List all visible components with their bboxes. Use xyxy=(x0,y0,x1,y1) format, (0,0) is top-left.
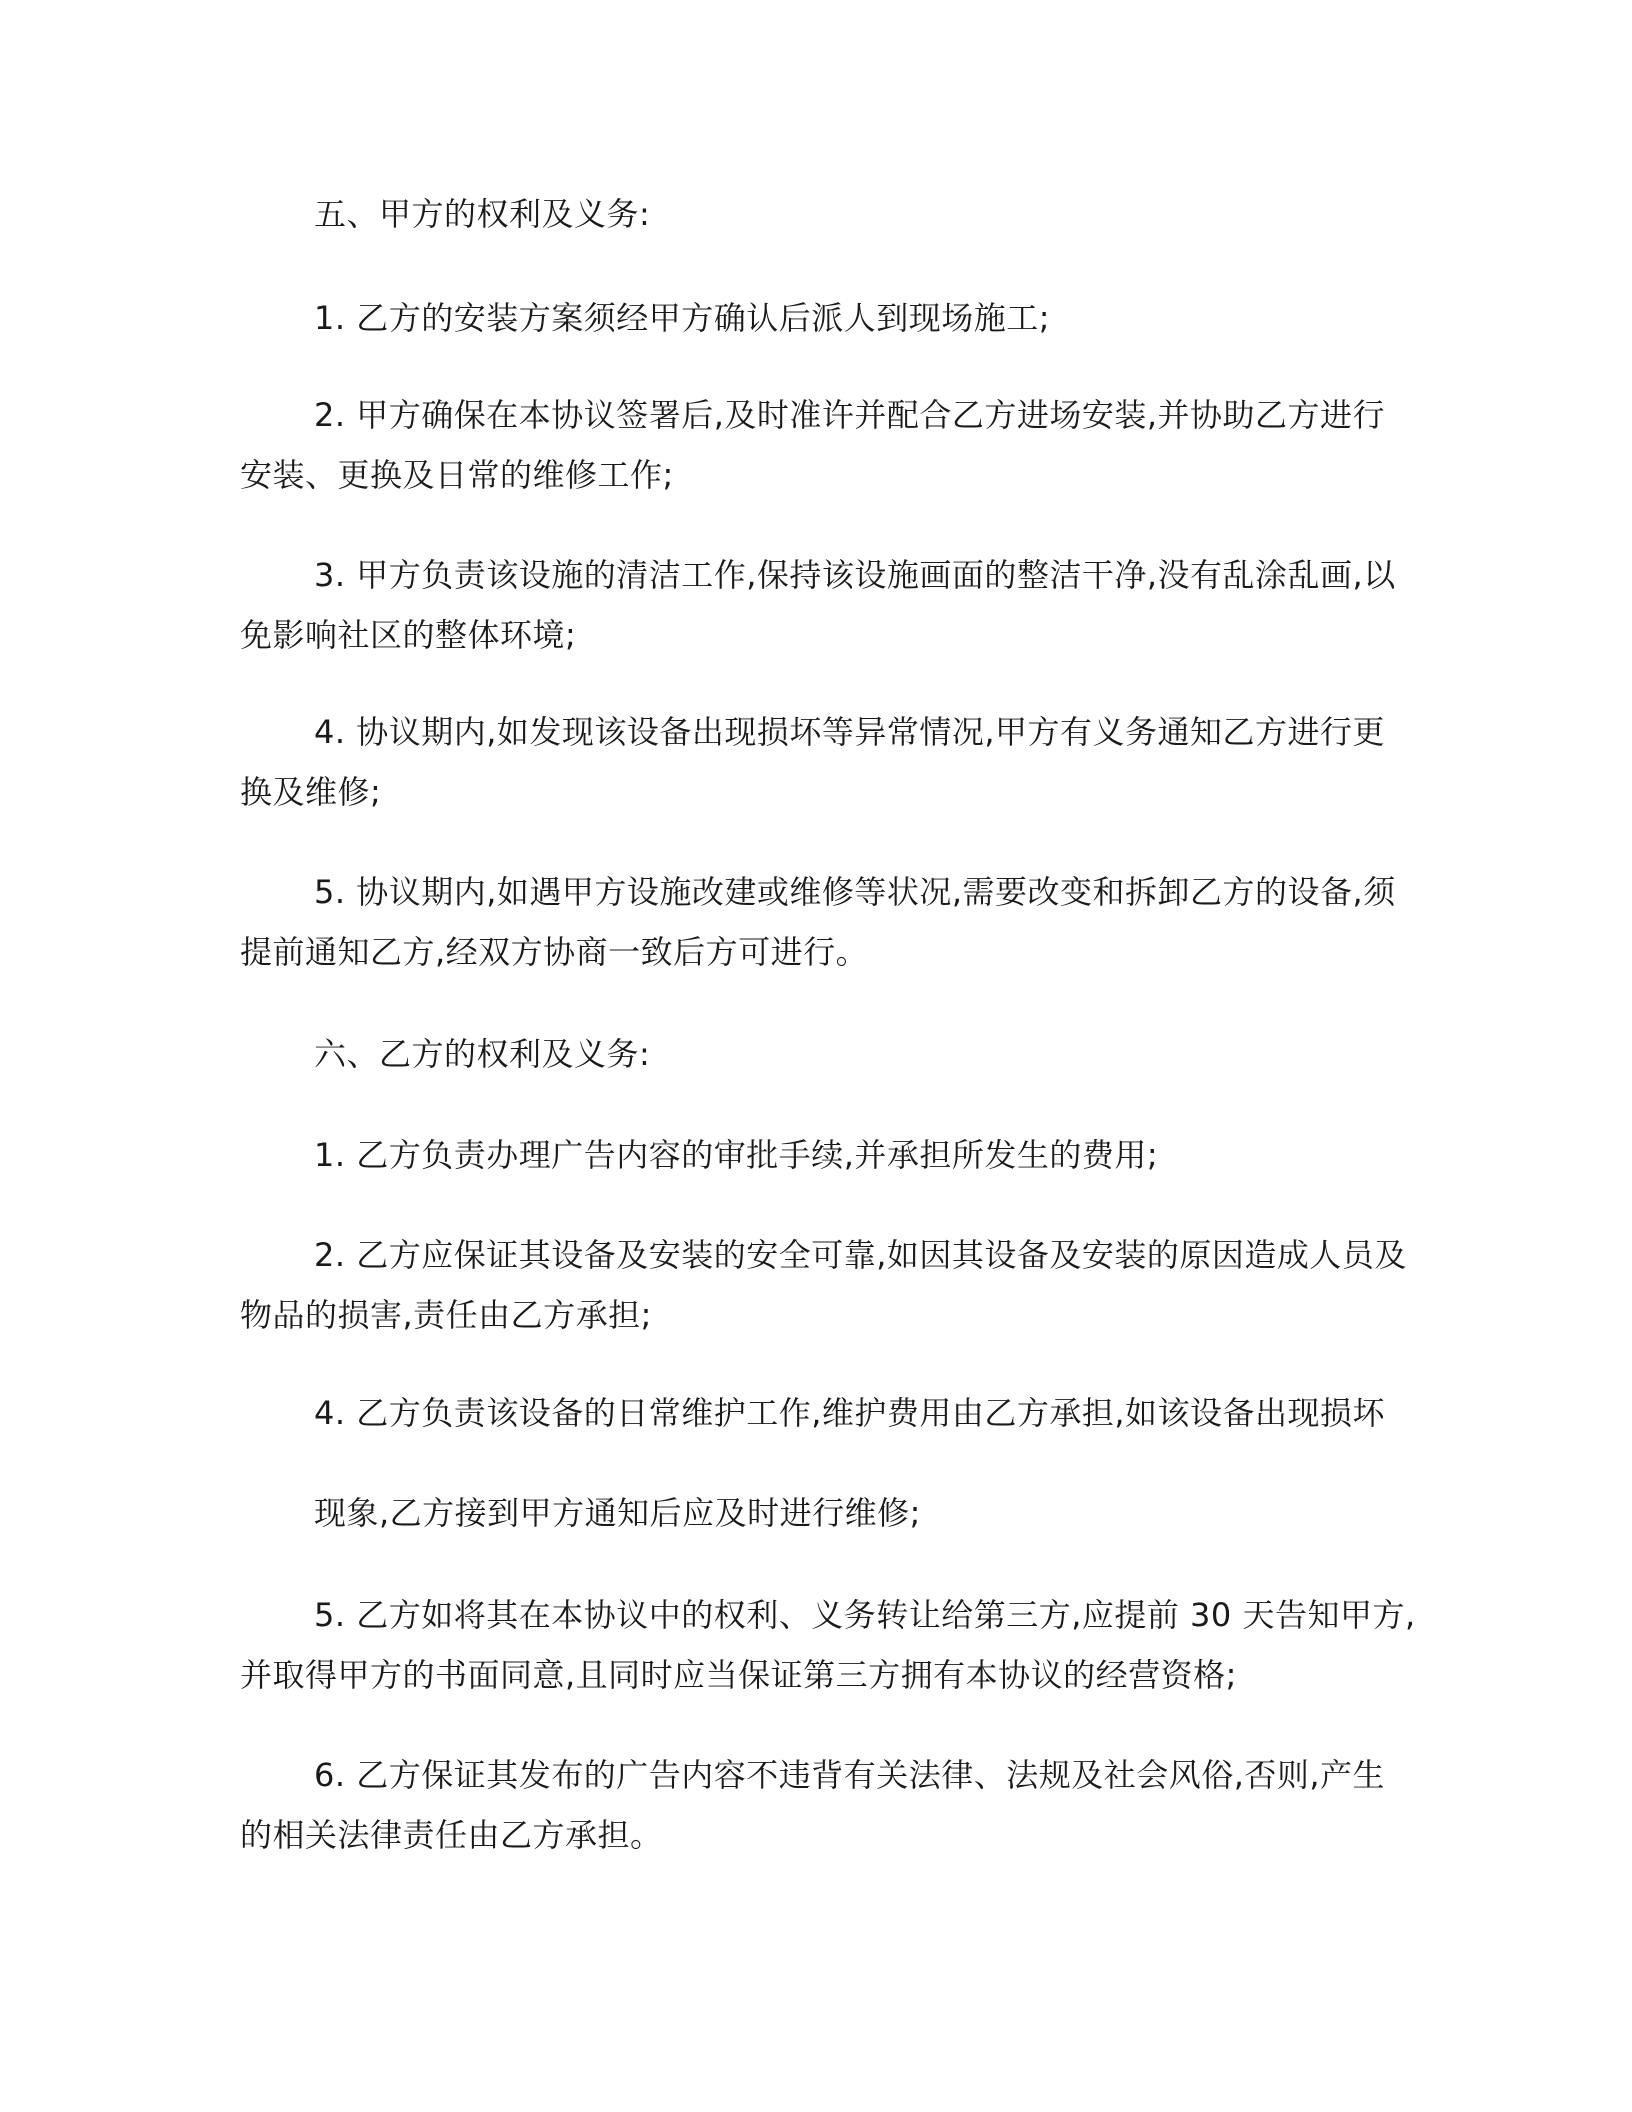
party-b-item-2-line-2: 物品的损害,责任由乙方承担; xyxy=(240,1296,652,1334)
party-a-item-5-line-1: 5. 协议期内,如遇甲方设施改建或维修等状况,需要改变和拆卸乙方的设备,须 xyxy=(314,873,1396,911)
party-a-item-3-line-1: 3. 甲方负责该设施的清洁工作,保持该设施画面的整洁干净,没有乱涂乱画,以 xyxy=(314,556,1396,594)
party-a-item-5-line-2: 提前通知乙方,经双方协商一致后方可进行。 xyxy=(240,933,869,971)
party-a-item-1: 1. 乙方的安装方案须经甲方确认后派人到现场施工; xyxy=(314,299,1050,337)
party-b-item-6-line-2: 的相关法律责任由乙方承担。 xyxy=(240,1816,663,1854)
party-a-item-2-line-2: 安装、更换及日常的维修工作; xyxy=(240,456,674,494)
party-b-item-5-line-2: 并取得甲方的书面同意,且同时应当保证第三方拥有本协议的经营资格; xyxy=(240,1656,1237,1694)
party-a-item-4-line-1: 4. 协议期内,如发现该设备出现损坏等异常情况,甲方有义务通知乙方进行更 xyxy=(314,713,1386,751)
party-b-item-4-line-2: 现象,乙方接到甲方通知后应及时进行维修; xyxy=(314,1494,921,1532)
party-b-item-4-line-1: 4. 乙方负责该设备的日常维护工作,维护费用由乙方承担,如该设备出现损坏 xyxy=(314,1394,1386,1432)
party-b-item-2-line-1: 2. 乙方应保证其设备及安装的安全可靠,如因其设备及安装的原因造成人员及 xyxy=(314,1236,1407,1274)
party-b-item-1: 1. 乙方负责办理广告内容的审批手续,并承担所发生的费用; xyxy=(314,1136,1159,1174)
section-heading-party-a: 五、甲方的权利及义务: xyxy=(314,195,651,233)
party-a-item-3-line-2: 免影响社区的整体环境; xyxy=(240,616,577,654)
party-b-item-5-line-1: 5. 乙方如将其在本协议中的权利、义务转让给第三方,应提前 30 天告知甲方, xyxy=(314,1596,1416,1634)
section-heading-party-b: 六、乙方的权利及义务: xyxy=(314,1035,651,1073)
party-a-item-2-line-1: 2. 甲方确保在本协议签署后,及时准许并配合乙方进场安装,并协助乙方进行 xyxy=(314,396,1386,434)
party-a-item-4-line-2: 换及维修; xyxy=(240,773,382,811)
party-b-item-6-line-1: 6. 乙方保证其发布的广告内容不违背有关法律、法规及社会风俗,否则,产生 xyxy=(314,1756,1386,1794)
